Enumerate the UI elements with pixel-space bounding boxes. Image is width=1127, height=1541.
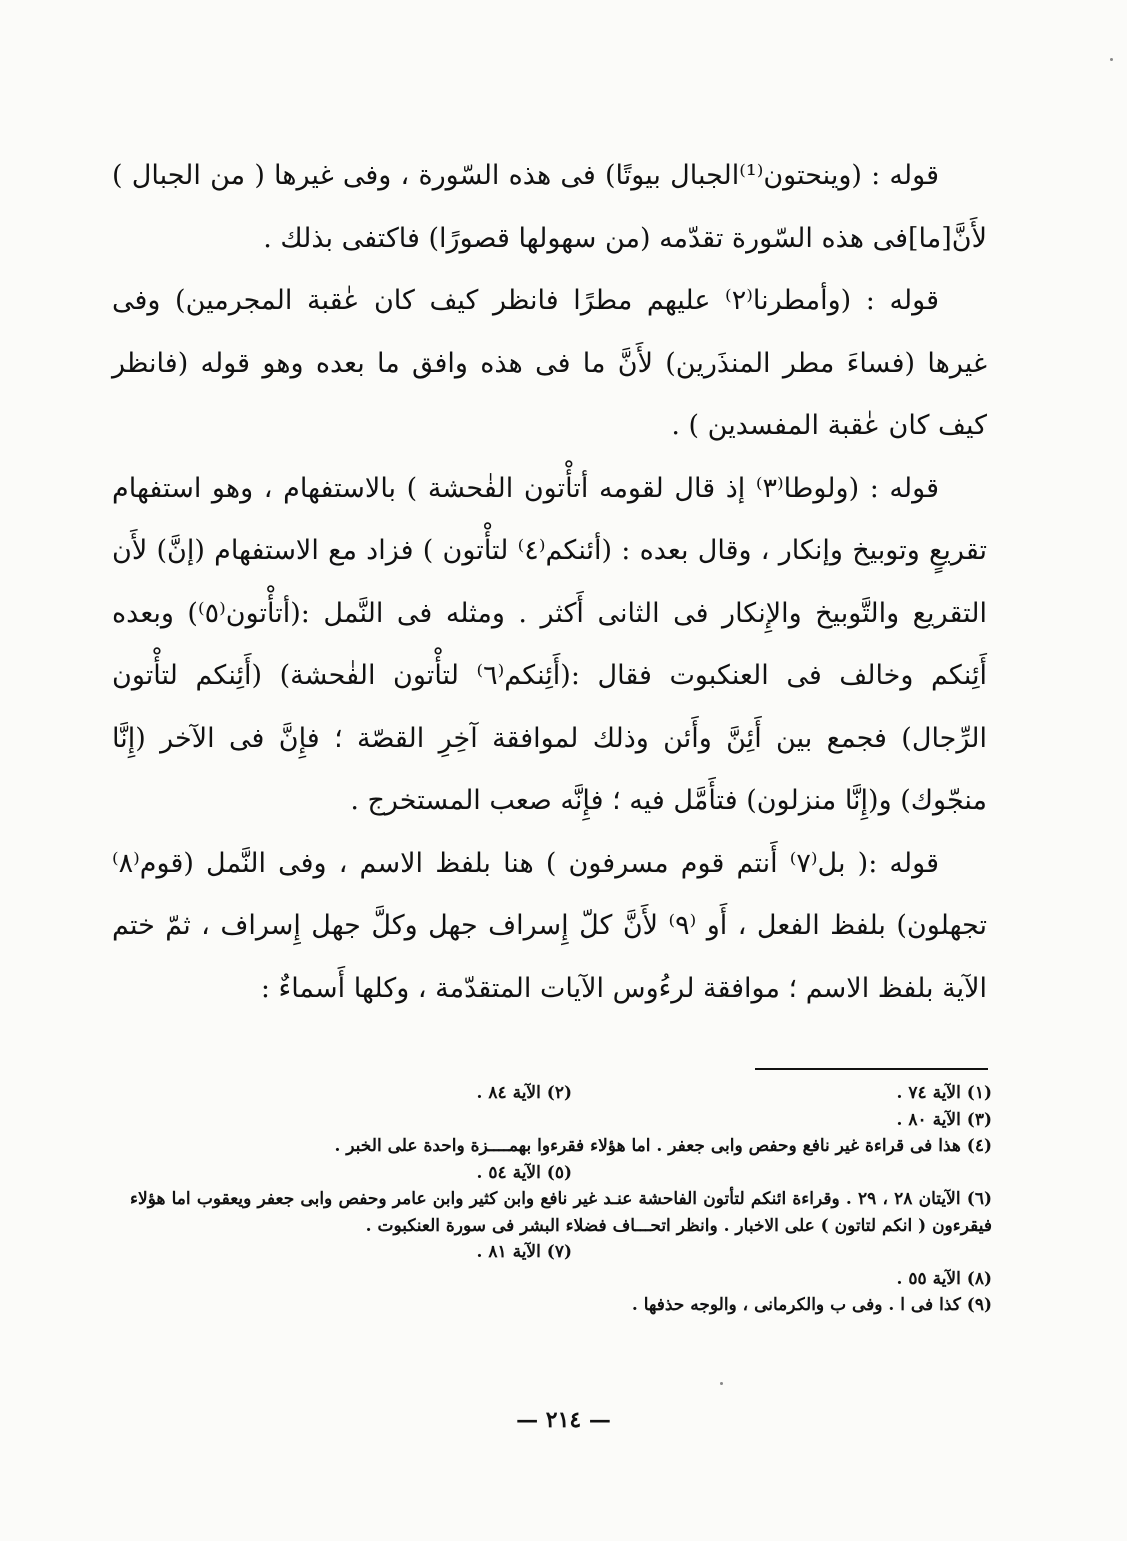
footnote-8: (٨) الآية ٥٥ .: [896, 1268, 992, 1289]
main-text: [112, 145, 987, 1020]
footnote-3: (٣) الآية ٨٠ .: [896, 1109, 992, 1130]
footnote-row-5: [130, 1160, 992, 1187]
footnote-row-1-2: [130, 1080, 992, 1107]
paragraph-2: قوله : (وأمطرنا⁽٢⁾ عليهم مطرًا فانظر كيف كان عٰقبة المجرمين) وفى غيرها (فساءَ مطر المنذَرين) لأَنَّ ما فى هذه وافق ما بعده وهو قوله (فانظر كيف كان عٰقبة المفسدين ) .: [112, 285, 987, 441]
paragraph-4: قوله :( بل⁽٧⁾ أَنتم قوم مسرفون ) هنا بلفظ الاسم ، وفى النَّمل (قوم⁽٨⁾ تجهلون) بلفظ الفعل ، أَو ⁽٩⁾ لأَنَّ كلّ إِسراف جهل وكلَّ جهل إِسراف ، ثمّ ختم الآية بلفظ الاسم ؛ موافقة لرءُوس الآيات المتقدّمة ، وكلها أَسماءٌ :: [112, 847, 987, 1004]
footnote-1: (١) الآية ٧٤ .: [896, 1083, 992, 1103]
footnotes: [130, 1080, 992, 1319]
footnote-9: (٩) كذا فى ا . وفى ب والكرمانى ، والوجه حذفها .: [631, 1295, 992, 1315]
scan-speck: [720, 1382, 723, 1385]
footnote-4: (٤) هذا فى قراءة غير نافع وحفص وابى جعفر . اما هؤلاء فقرءوا بهمــــزة واحدة على الخبر .: [334, 1136, 992, 1156]
footnote-2: (٢) الآية ٨٤ .: [476, 1083, 572, 1103]
footnote-7: (٧) الآية ٨١ .: [476, 1242, 572, 1262]
footnote-separator: [755, 1068, 988, 1070]
scan-speck: [1110, 58, 1113, 61]
page-number: — ٢١٤ —: [516, 1407, 611, 1433]
footnote-row-7: [130, 1239, 992, 1266]
paragraph-3: قوله : (ولوطا⁽٣⁾ إذ قال لقومه أتأْتون الفٰحشة ) بالاستفهام ، وهو استفهام تقريعٍ وتوبيخ وإنكار ، وقال بعده : (أئنكم⁽٤⁾ لتأْتون ) فزاد مع الاستفهام (إنَّ) لأَن التقريع والتَّوبيخ والإِنكار فى الثانى أَكثر . ومثله فى النَّمل :(أتأْتون⁽٥⁾) وبعده أَئِنكم وخالف فى العنكبوت فقال :(أَئِنكم⁽٦⁾ لتأْتون الفٰحشة) (أَئِنكم لتأْتون الرِّجال) فجمع بين أَئِنَّ وأَئن وذلك لموافقة آخِرِ القصّة ؛ فإِنَّ فى الآخر (إِنَّا منجّوك) و(إِنَّا منزلون) فتأَمَّل فيه ؛ فإِنَّه صعب المستخرج .: [112, 472, 987, 816]
footnote-6: (٦) الآيتان ٢٨ ، ٢٩ . وقراءة ائنكم لتأتون الفاحشة عنـد غير نافع وابن كثير وابن عامر وحفص وابى جعفر ويعقوب اما هؤلاء فيقرءون ( انكم لتاتون ) على الاخبار . وانظر اتحـــاف فضلاء البشر فى سورة العنكبوت .: [130, 1189, 992, 1236]
footnote-5: (٥) الآية ٥٤ .: [476, 1162, 572, 1183]
paragraph-1: قوله : (وينحتون⁽¹⁾الجبال بيوتًا) فى هذه السّورة ، وفى غيرها ( من الجبال ) لأَنَّ[ما]فى هذه السّورة تقدّمه (من سهولها قصورًا) فاكتفى بذلك .: [112, 160, 987, 254]
